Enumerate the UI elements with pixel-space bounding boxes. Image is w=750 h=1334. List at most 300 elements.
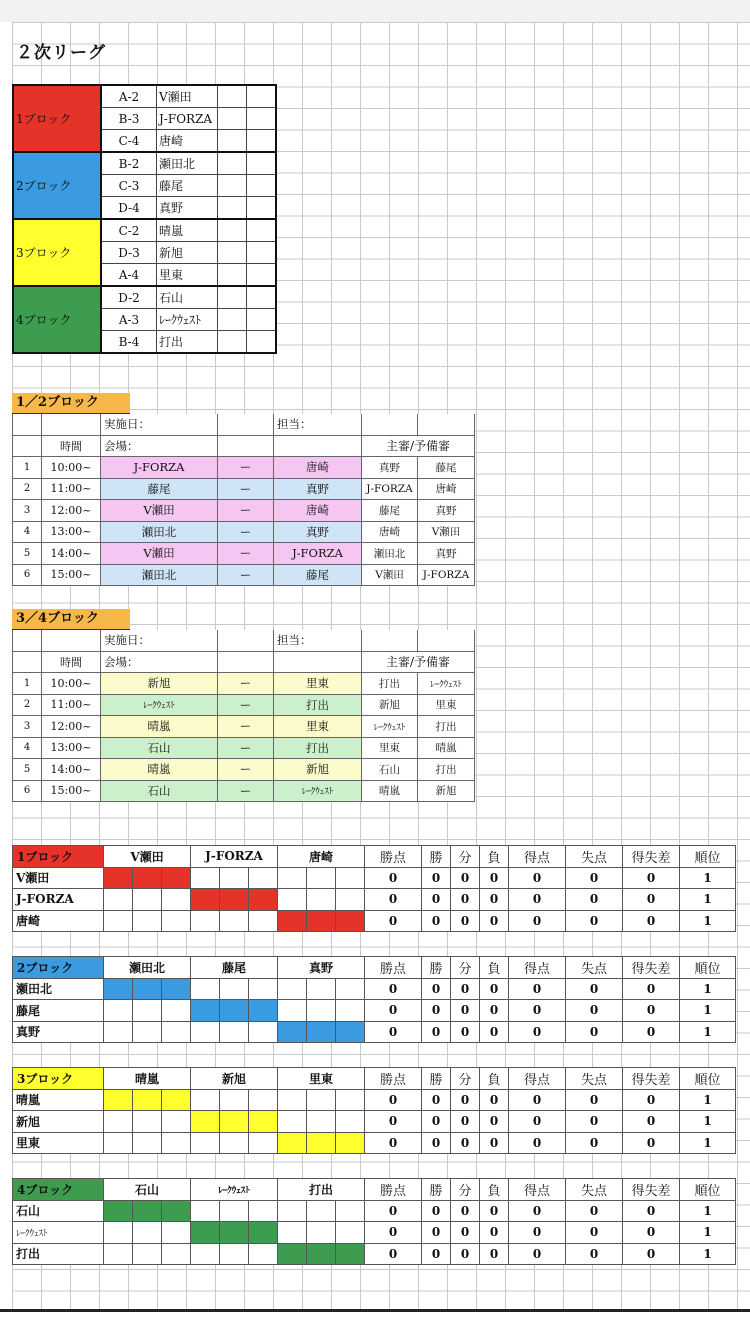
standings-result-cell[interactable] [336, 1111, 365, 1133]
standings-result-cell[interactable] [133, 889, 162, 911]
standings-self-cell[interactable] [249, 1000, 278, 1022]
standings-result-cell[interactable] [220, 1243, 249, 1265]
block-code-cell[interactable]: D-2 [101, 286, 157, 309]
empty-cell[interactable] [218, 331, 247, 354]
standings-column-header: 勝点 [365, 1179, 422, 1201]
standings-result-cell[interactable] [249, 1132, 278, 1154]
standings-result-cell[interactable] [104, 1000, 133, 1022]
empty-cell[interactable] [218, 219, 247, 242]
match-time[interactable]: 12:00~ [42, 500, 101, 522]
match-time[interactable]: 12:00~ [42, 716, 101, 738]
block-code-cell[interactable]: C-2 [101, 219, 157, 242]
standings-self-cell[interactable] [133, 1200, 162, 1222]
match-away-team[interactable]: 唐崎 [274, 457, 362, 479]
match-home-team[interactable]: 藤尾 [101, 478, 218, 500]
staff-label[interactable]: 担当： [274, 630, 362, 651]
match-number: 6 [13, 780, 42, 802]
standings-self-cell[interactable] [104, 1089, 133, 1111]
standings-self-cell[interactable] [249, 1111, 278, 1133]
standings-result-cell[interactable] [191, 978, 220, 1000]
block-code-cell[interactable]: D-4 [101, 197, 157, 220]
empty-cell[interactable] [13, 651, 42, 673]
block-team-cell[interactable]: 真野 [157, 197, 218, 220]
standings-column-header: 得点 [509, 1068, 566, 1090]
standings-self-cell[interactable] [191, 1111, 220, 1133]
standings-value-rank: 1 [680, 1243, 736, 1265]
standings-self-cell[interactable] [133, 1089, 162, 1111]
empty-cell[interactable] [218, 108, 247, 130]
match-home-team[interactable]: J-FORZA [101, 457, 218, 479]
match-dash: ー [218, 780, 274, 802]
standings-result-cell[interactable] [220, 867, 249, 889]
standings-result-cell[interactable] [307, 1000, 336, 1022]
standings-self-cell[interactable] [336, 1132, 365, 1154]
block-code-cell[interactable]: B-2 [101, 152, 157, 175]
standings-self-cell[interactable] [249, 889, 278, 911]
match-referee[interactable]: 真野 [362, 457, 418, 479]
standings-result-cell[interactable] [278, 889, 307, 911]
standings-team-name: 里東 [13, 1132, 104, 1154]
standings-value-w: 0 [422, 1021, 451, 1043]
standings-result-cell[interactable] [278, 978, 307, 1000]
empty-cell[interactable] [42, 414, 101, 435]
standings-column-header: 分 [451, 1179, 480, 1201]
match-time[interactable]: 14:00~ [42, 543, 101, 565]
empty-cell[interactable] [247, 130, 277, 153]
standings-block-name: 4ブロック [13, 1179, 104, 1201]
standings-result-cell[interactable] [307, 867, 336, 889]
empty-cell[interactable] [247, 197, 277, 220]
standings-self-cell[interactable] [133, 978, 162, 1000]
standings-result-cell[interactable] [249, 1243, 278, 1265]
match-sub-referee[interactable]: ﾚｰｸｳｪｽﾄ [418, 673, 475, 695]
standings-result-cell[interactable] [104, 889, 133, 911]
standings-result-cell[interactable] [104, 1111, 133, 1133]
match-home-team[interactable]: 石山 [101, 737, 218, 759]
standings-table-block-2 [12, 956, 736, 1043]
standings-team-header: 唐崎 [278, 846, 365, 868]
match-referee[interactable]: 新旭 [362, 694, 418, 716]
standings-self-cell[interactable] [191, 1000, 220, 1022]
match-home-team[interactable]: 瀬田北 [101, 521, 218, 543]
block-code-cell[interactable]: A-3 [101, 309, 157, 331]
standings-result-cell[interactable] [162, 1000, 191, 1022]
empty-cell[interactable] [247, 108, 277, 130]
match-away-team[interactable]: 里東 [274, 673, 362, 695]
standings-result-cell[interactable] [162, 910, 191, 932]
match-away-team[interactable]: 真野 [274, 521, 362, 543]
block-code-cell[interactable]: D-3 [101, 242, 157, 264]
standings-result-cell[interactable] [249, 1021, 278, 1043]
standings-result-cell[interactable] [191, 1132, 220, 1154]
empty-cell[interactable] [13, 630, 42, 651]
match-time[interactable]: 14:00~ [42, 759, 101, 781]
empty-cell[interactable] [218, 286, 247, 309]
standings-value-pts: 0 [365, 1089, 422, 1111]
block-code-cell[interactable]: A-4 [101, 264, 157, 287]
standings-team-name: 晴嵐 [13, 1089, 104, 1111]
empty-cell[interactable] [13, 414, 42, 435]
match-referee[interactable]: 瀬田北 [362, 543, 418, 565]
empty-cell[interactable] [247, 175, 277, 197]
empty-cell[interactable] [247, 242, 277, 264]
standings-result-cell[interactable] [249, 910, 278, 932]
standings-result-cell[interactable] [278, 1111, 307, 1133]
empty-cell[interactable] [218, 85, 247, 108]
standings-result-cell[interactable] [133, 910, 162, 932]
standings-result-cell[interactable] [336, 1222, 365, 1244]
match-away-team[interactable]: 藤尾 [274, 564, 362, 586]
standings-result-cell[interactable] [133, 1132, 162, 1154]
standings-result-cell[interactable] [220, 978, 249, 1000]
empty-cell[interactable] [247, 152, 277, 175]
standings-result-cell[interactable] [307, 1222, 336, 1244]
match-time[interactable]: 10:00~ [42, 673, 101, 695]
standings-self-cell[interactable] [104, 978, 133, 1000]
standings-team-name: 真野 [13, 1021, 104, 1043]
empty-cell[interactable] [218, 651, 274, 673]
standings-value-gf: 0 [509, 1222, 566, 1244]
empty-cell[interactable] [247, 309, 277, 331]
match-home-team[interactable]: 晴嵐 [101, 759, 218, 781]
date-label[interactable]: 実施日： [101, 414, 218, 435]
match-time[interactable]: 15:00~ [42, 564, 101, 586]
venue-label[interactable]: 会場： [101, 651, 218, 673]
match-sub-referee[interactable]: 真野 [418, 543, 475, 565]
standings-result-cell[interactable] [133, 1021, 162, 1043]
block-team-cell[interactable]: 新旭 [157, 242, 218, 264]
standings-team-row [13, 1243, 736, 1265]
standings-result-cell[interactable] [162, 889, 191, 911]
standings-team-row [13, 867, 736, 889]
standings-value-l: 0 [480, 978, 509, 1000]
standings-self-cell[interactable] [104, 1200, 133, 1222]
standings-result-cell[interactable] [191, 1089, 220, 1111]
standings-value-gd: 0 [623, 1000, 680, 1022]
referee-header: 主審/予備審 [362, 651, 475, 673]
match-away-team[interactable]: 新旭 [274, 759, 362, 781]
empty-cell[interactable] [274, 651, 362, 673]
standings-self-cell[interactable] [307, 1132, 336, 1154]
standings-value-rank: 1 [680, 867, 736, 889]
standings-value-d: 0 [451, 910, 480, 932]
standings-result-cell[interactable] [278, 1000, 307, 1022]
standings-value-d: 0 [451, 1200, 480, 1222]
standings-self-cell[interactable] [307, 1243, 336, 1265]
standings-result-cell[interactable] [278, 1222, 307, 1244]
standings-result-cell[interactable] [336, 978, 365, 1000]
match-referee[interactable]: 打出 [362, 673, 418, 695]
match-away-team[interactable]: 打出 [274, 737, 362, 759]
standings-column-header: 失点 [566, 1179, 623, 1201]
standings-result-cell[interactable] [249, 1200, 278, 1222]
empty-cell[interactable] [418, 414, 475, 435]
standings-result-cell[interactable] [104, 910, 133, 932]
block-team-cell[interactable]: 打出 [157, 331, 218, 354]
empty-cell[interactable] [218, 175, 247, 197]
standings-self-cell[interactable] [336, 1021, 365, 1043]
standings-result-cell[interactable] [336, 867, 365, 889]
standings-team-row [13, 978, 736, 1000]
block-code-cell[interactable]: B-4 [101, 331, 157, 354]
match-dash: ー [218, 737, 274, 759]
standings-result-cell[interactable] [133, 1222, 162, 1244]
standings-column-header: 負 [480, 846, 509, 868]
standings-value-gd: 0 [623, 1132, 680, 1154]
standings-result-cell[interactable] [336, 889, 365, 911]
match-away-team[interactable]: 打出 [274, 694, 362, 716]
standings-self-cell[interactable] [162, 978, 191, 1000]
standings-team-name: V瀬田 [13, 867, 104, 889]
standings-result-cell[interactable] [249, 978, 278, 1000]
match-away-team[interactable]: 唐崎 [274, 500, 362, 522]
standings-result-cell[interactable] [104, 1132, 133, 1154]
standings-result-cell[interactable] [133, 1243, 162, 1265]
standings-value-gf: 0 [509, 1243, 566, 1265]
empty-cell[interactable] [247, 219, 277, 242]
match-time[interactable]: 11:00~ [42, 694, 101, 716]
standings-self-cell[interactable] [220, 889, 249, 911]
empty-cell[interactable] [274, 435, 362, 457]
block-code-cell[interactable]: A-2 [101, 85, 157, 108]
standings-result-cell[interactable] [278, 867, 307, 889]
standings-result-cell[interactable] [220, 910, 249, 932]
standings-result-cell[interactable] [307, 1111, 336, 1133]
standings-value-w: 0 [422, 1000, 451, 1022]
schedule-label-1-2: 1／2ブロック [12, 393, 130, 414]
standings-value-gf: 0 [509, 1132, 566, 1154]
empty-cell[interactable] [218, 309, 247, 331]
match-sub-referee[interactable]: V瀬田 [418, 521, 475, 543]
empty-cell[interactable] [218, 197, 247, 220]
standings-result-cell[interactable] [220, 1089, 249, 1111]
standings-result-cell[interactable] [133, 1000, 162, 1022]
match-sub-referee[interactable]: J-FORZA [418, 564, 475, 586]
match-home-team[interactable]: V瀬田 [101, 500, 218, 522]
match-away-team[interactable]: 里東 [274, 716, 362, 738]
empty-cell[interactable] [13, 435, 42, 457]
standings-value-rank: 1 [680, 1111, 736, 1133]
date-label[interactable]: 実施日： [101, 630, 218, 651]
match-sub-referee[interactable]: 真野 [418, 500, 475, 522]
standings-self-cell[interactable] [162, 867, 191, 889]
standings-value-ga: 0 [566, 978, 623, 1000]
standings-result-cell[interactable] [162, 1132, 191, 1154]
standings-result-cell[interactable] [191, 1200, 220, 1222]
standings-column-header: 得失差 [623, 957, 680, 979]
match-number: 4 [13, 521, 42, 543]
match-dash: ー [218, 564, 274, 586]
empty-cell[interactable] [362, 630, 418, 651]
block-team-cell[interactable]: ﾚｰｸｳｪｽﾄ [157, 309, 218, 331]
match-sub-referee[interactable]: 里東 [418, 694, 475, 716]
standings-self-cell[interactable] [307, 1021, 336, 1043]
block-row [13, 219, 276, 242]
standings-result-cell[interactable] [191, 910, 220, 932]
standings-result-cell[interactable] [220, 1021, 249, 1043]
match-time[interactable]: 10:00~ [42, 457, 101, 479]
standings-value-pts: 0 [365, 889, 422, 911]
match-home-team[interactable]: ﾚｰｸｳｪｽﾄ [101, 694, 218, 716]
standings-self-cell[interactable] [278, 910, 307, 932]
match-time[interactable]: 13:00~ [42, 521, 101, 543]
standings-self-cell[interactable] [220, 1000, 249, 1022]
match-referee[interactable]: ﾚｰｸｳｪｽﾄ [362, 716, 418, 738]
match-away-team[interactable]: ﾚｰｸｳｪｽﾄ [274, 780, 362, 802]
standings-result-cell[interactable] [307, 1089, 336, 1111]
block-code-cell[interactable]: C-3 [101, 175, 157, 197]
match-sub-referee[interactable]: 打出 [418, 759, 475, 781]
match-home-team[interactable]: 石山 [101, 780, 218, 802]
block-team-cell[interactable]: 唐崎 [157, 130, 218, 153]
standings-result-cell[interactable] [307, 1200, 336, 1222]
block-team-cell[interactable]: 里東 [157, 264, 218, 287]
standings-self-cell[interactable] [133, 867, 162, 889]
block-code-cell[interactable]: B-3 [101, 108, 157, 130]
staff-label[interactable]: 担当： [274, 414, 362, 435]
standings-result-cell[interactable] [249, 867, 278, 889]
standings-result-cell[interactable] [191, 1243, 220, 1265]
standings-self-cell[interactable] [278, 1243, 307, 1265]
empty-cell[interactable] [247, 331, 277, 354]
standings-value-rank: 1 [680, 978, 736, 1000]
standings-result-cell[interactable] [104, 1243, 133, 1265]
empty-cell[interactable] [362, 414, 418, 435]
empty-cell[interactable] [218, 152, 247, 175]
standings-team-row [13, 1132, 736, 1154]
match-home-team[interactable]: 瀬田北 [101, 564, 218, 586]
standings-result-cell[interactable] [278, 1200, 307, 1222]
match-away-team[interactable]: 真野 [274, 478, 362, 500]
standings-value-ga: 0 [566, 1132, 623, 1154]
standings-result-cell[interactable] [162, 1243, 191, 1265]
block-team-cell[interactable]: 瀬田北 [157, 152, 218, 175]
time-header: 時間 [42, 435, 101, 457]
standings-result-cell[interactable] [336, 1200, 365, 1222]
empty-cell[interactable] [218, 264, 247, 287]
empty-cell[interactable] [247, 85, 277, 108]
standings-result-cell[interactable] [220, 1200, 249, 1222]
standings-result-cell[interactable] [162, 1111, 191, 1133]
match-referee[interactable]: 石山 [362, 759, 418, 781]
standings-column-header: 負 [480, 1068, 509, 1090]
match-referee[interactable]: 藤尾 [362, 500, 418, 522]
match-referee[interactable]: 唐崎 [362, 521, 418, 543]
empty-cell[interactable] [218, 130, 247, 153]
block-team-cell[interactable]: V瀬田 [157, 85, 218, 108]
standings-result-cell[interactable] [191, 1021, 220, 1043]
standings-column-header: 順位 [680, 846, 736, 868]
block-team-cell[interactable]: 藤尾 [157, 175, 218, 197]
match-home-team[interactable]: V瀬田 [101, 543, 218, 565]
block-team-cell[interactable]: J-FORZA [157, 108, 218, 130]
standings-team-row [13, 1000, 736, 1022]
empty-cell[interactable] [42, 630, 101, 651]
empty-cell[interactable] [218, 630, 274, 651]
standings-self-cell[interactable] [336, 1243, 365, 1265]
standings-value-ga: 0 [566, 1000, 623, 1022]
match-away-team[interactable]: J-FORZA [274, 543, 362, 565]
match-time[interactable]: 11:00~ [42, 478, 101, 500]
standings-result-cell[interactable] [133, 1111, 162, 1133]
empty-cell[interactable] [218, 242, 247, 264]
standings-self-cell[interactable] [278, 1132, 307, 1154]
match-sub-referee[interactable]: 晴嵐 [418, 737, 475, 759]
match-sub-referee[interactable]: 唐崎 [418, 478, 475, 500]
standings-result-cell[interactable] [104, 1222, 133, 1244]
standings-result-cell[interactable] [162, 1222, 191, 1244]
standings-self-cell[interactable] [162, 1089, 191, 1111]
empty-cell[interactable] [218, 435, 274, 457]
standings-self-cell[interactable] [249, 1222, 278, 1244]
standings-result-cell[interactable] [307, 978, 336, 1000]
schedule-label-3-4: 3／4ブロック [12, 609, 130, 630]
standings-value-l: 0 [480, 1243, 509, 1265]
match-referee[interactable]: J-FORZA [362, 478, 418, 500]
match-referee[interactable]: V瀬田 [362, 564, 418, 586]
standings-self-cell[interactable] [191, 1222, 220, 1244]
standings-self-cell[interactable] [220, 1222, 249, 1244]
venue-label[interactable]: 会場： [101, 435, 218, 457]
block-team-cell[interactable]: 晴嵐 [157, 219, 218, 242]
match-time[interactable]: 13:00~ [42, 737, 101, 759]
block-row [13, 286, 276, 309]
match-row [13, 694, 475, 716]
standings-value-w: 0 [422, 1222, 451, 1244]
match-number: 5 [13, 543, 42, 565]
match-sub-referee[interactable]: 藤尾 [418, 457, 475, 479]
standings-result-cell[interactable] [336, 1000, 365, 1022]
standings-result-cell[interactable] [249, 1089, 278, 1111]
match-time[interactable]: 15:00~ [42, 780, 101, 802]
standings-value-pts: 0 [365, 1021, 422, 1043]
standings-result-cell[interactable] [336, 1089, 365, 1111]
block-team-cell[interactable]: 石山 [157, 286, 218, 309]
match-sub-referee[interactable]: 打出 [418, 716, 475, 738]
match-home-team[interactable]: 晴嵐 [101, 716, 218, 738]
standings-self-cell[interactable] [278, 1021, 307, 1043]
match-referee[interactable]: 里東 [362, 737, 418, 759]
empty-cell[interactable] [247, 264, 277, 287]
standings-column-header: 順位 [680, 957, 736, 979]
match-number: 6 [13, 564, 42, 586]
standings-value-gd: 0 [623, 1111, 680, 1133]
standings-result-cell[interactable] [162, 1021, 191, 1043]
empty-cell[interactable] [418, 630, 475, 651]
standings-result-cell[interactable] [307, 889, 336, 911]
standings-column-header: 失点 [566, 846, 623, 868]
standings-self-cell[interactable] [162, 1200, 191, 1222]
standings-result-cell[interactable] [278, 1089, 307, 1111]
match-sub-referee[interactable]: 新旭 [418, 780, 475, 802]
standings-self-cell[interactable] [307, 910, 336, 932]
block-name-cell: 4ブロック [13, 286, 101, 353]
standings-value-d: 0 [451, 889, 480, 911]
standings-self-cell[interactable] [220, 1111, 249, 1133]
match-referee[interactable]: 晴嵐 [362, 780, 418, 802]
match-home-team[interactable]: 新旭 [101, 673, 218, 695]
standings-table-block-4 [12, 1178, 736, 1265]
standings-self-cell[interactable] [336, 910, 365, 932]
standings-result-cell[interactable] [191, 867, 220, 889]
empty-cell[interactable] [218, 414, 274, 435]
standings-self-cell[interactable] [104, 867, 133, 889]
empty-cell[interactable] [247, 286, 277, 309]
standings-result-cell[interactable] [220, 1132, 249, 1154]
block-code-cell[interactable]: C-4 [101, 130, 157, 153]
standings-self-cell[interactable] [191, 889, 220, 911]
standings-result-cell[interactable] [104, 1021, 133, 1043]
